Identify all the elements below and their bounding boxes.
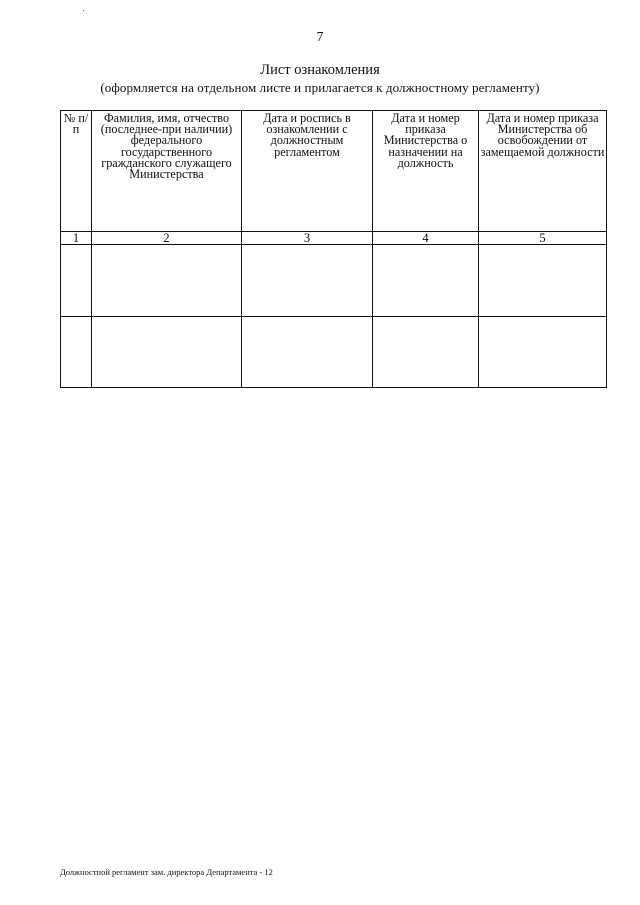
table-cell	[92, 316, 242, 387]
page-title: Лист ознакомления	[260, 62, 380, 78]
table-cell	[61, 316, 92, 387]
header-full-name: Фамилия, имя, отчество (последнее-при наличии) федерального государственного гражданского служащего Министерства	[92, 111, 242, 232]
table-cell	[92, 245, 242, 316]
footer-note: Должностной регламент зам. директора Департамента - 12	[60, 867, 273, 877]
header-appointment-order: Дата и номер приказа Министерства о назначении на должность	[373, 111, 479, 232]
header-dismissal-order: Дата и номер приказа Министерства об освобождении от замещаемой должности	[479, 111, 607, 232]
page-subtitle: (оформляется на отдельном листе и прилагается к должностному регламенту)	[100, 80, 540, 95]
header-number: № п/п	[61, 111, 92, 232]
table-cell	[242, 316, 373, 387]
table-cell	[479, 316, 607, 387]
column-number: 5	[479, 232, 607, 245]
column-number-row	[61, 232, 607, 245]
table-cell	[479, 245, 607, 316]
table-cell	[242, 245, 373, 316]
table-cell	[61, 245, 92, 316]
acquaintance-table	[60, 110, 607, 388]
column-number: 4	[373, 232, 479, 245]
table-row	[61, 316, 607, 387]
table-row	[61, 245, 607, 316]
table-cell	[373, 316, 479, 387]
column-number: 1	[61, 232, 92, 245]
column-number: 2	[92, 232, 242, 245]
page-number: 7	[316, 30, 324, 45]
table-cell	[373, 245, 479, 316]
header-signature-date: Дата и роспись в ознакомлении с должностным регламентом	[242, 111, 373, 232]
table-header-row	[61, 111, 607, 232]
scan-speck	[83, 10, 84, 11]
column-number: 3	[242, 232, 373, 245]
